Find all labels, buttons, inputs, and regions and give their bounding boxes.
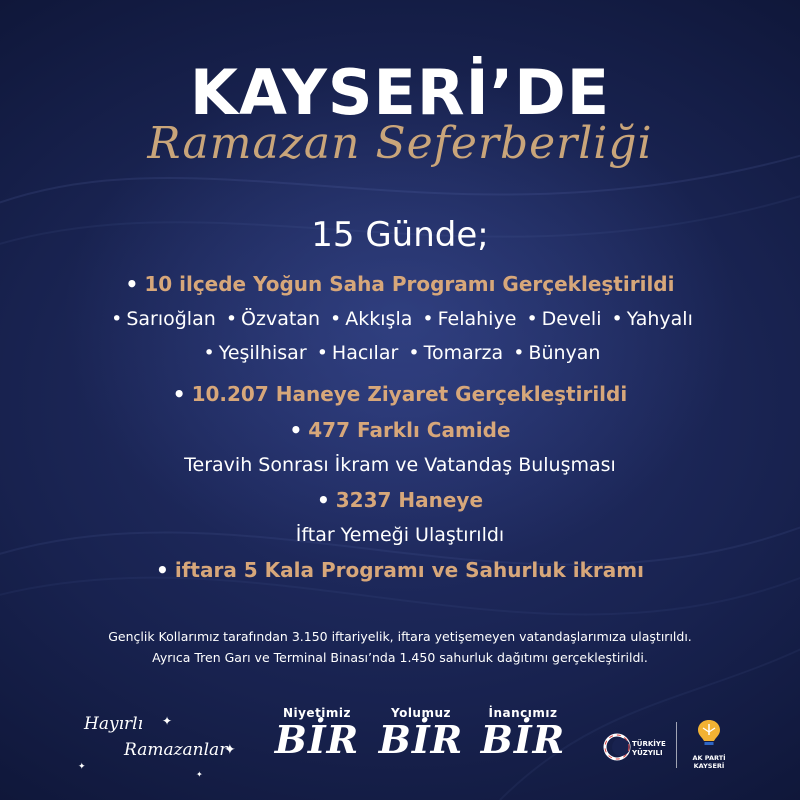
main-title: KAYSERİ’DE (189, 56, 611, 129)
bullet-icon: • (111, 308, 123, 330)
highlight-item-3-detail: Teravih Sonrası İkram ve Vatandaş Buluşması (184, 454, 616, 476)
greeting (78, 714, 236, 784)
highlight-text: 10.207 Haneye Ziyaret Gerçekleştirildi (191, 382, 628, 406)
slogan-word: BİR (274, 717, 360, 762)
highlight-item-4-detail: İftar Yemeği Ulaştırıldı (295, 524, 505, 546)
highlight-text: 477 Farklı Camide (308, 418, 511, 442)
district-name: Felahiye (437, 308, 517, 330)
district-name: Tomarza (423, 342, 504, 364)
bullet-icon: • (172, 382, 186, 406)
lightbulb-icon (696, 718, 722, 748)
slogan-inancimiz (468, 706, 578, 760)
slogan-caption: Yolumuz (390, 706, 452, 720)
sparkle-icon: ✦ (224, 742, 236, 758)
bullet-icon: • (289, 418, 303, 442)
crescent-icon (602, 732, 632, 762)
ak-parti-logo (684, 718, 734, 778)
header (0, 56, 800, 169)
script-subtitle: Ramazan Seferberliği (147, 118, 653, 169)
highlight-item-4 (20, 482, 780, 518)
bullet-icon: • (225, 308, 238, 330)
footnote-line-1: Gençlik Kollarımız tarafından 3.150 iftariyelik, iftara yetişemeyen vatandaşlarımıza ulaştırıldı. (108, 629, 692, 644)
greeting-line-2: Ramazanlar (124, 740, 228, 760)
bullet-icon: • (422, 308, 434, 330)
district-name: Develi (541, 308, 602, 330)
bullet-icon: • (408, 342, 420, 364)
slogan-caption: İnancımız (488, 706, 558, 720)
bullet-icon: • (513, 342, 525, 364)
sparkle-icon: ✦ (196, 770, 203, 779)
district-name: Bünyan (528, 342, 601, 364)
footnote (20, 626, 780, 668)
highlight-text: iftara 5 Kala Programı ve Sahurluk ikramı (174, 558, 644, 582)
content (20, 212, 780, 588)
district-name: Özvatan (241, 308, 320, 330)
district-name: Yahyalı (626, 308, 693, 330)
footer (0, 700, 800, 800)
logo-divider (676, 722, 677, 768)
bullet-icon: • (316, 488, 330, 512)
highlight-item-5 (20, 552, 780, 588)
footnote-line-2: Ayrıca Tren Garı ve Terminal Binası’nda 1.450 sahurluk dağıtımı gerçekleştirildi. (152, 650, 648, 665)
greeting-line-1: Hayırlı (84, 714, 144, 734)
district-name: Sarıoğlan (126, 308, 216, 330)
turkiye-yuzyili-text: TÜRKİYE YÜZYILI (632, 740, 666, 757)
slogan-word: BİR (378, 717, 464, 762)
district-name: Akkışla (345, 308, 413, 330)
highlight-item-3 (20, 412, 780, 448)
bullet-icon: • (125, 272, 139, 296)
district-name: Hacılar (331, 342, 399, 364)
subheading: 15 Günde; (311, 215, 489, 255)
highlight-item-1 (20, 266, 780, 302)
sparkle-icon: ✦ (78, 762, 86, 772)
highlight-text: 10 ilçede Yoğun Saha Programı Gerçekleştirildi (144, 272, 675, 296)
bullet-icon: • (330, 308, 342, 330)
bullet-icon: • (526, 308, 538, 330)
highlight-text: 3237 Haneye (335, 488, 484, 512)
slogan-caption: Niyetimiz (282, 706, 352, 720)
bullet-icon: • (611, 308, 623, 330)
district-list-row-2 (20, 336, 780, 370)
slogan-yolumuz (366, 706, 476, 760)
bullet-icon: • (203, 342, 215, 364)
sparkle-icon: ✦ (162, 714, 173, 728)
slogan-word: BİR (480, 717, 566, 762)
bullet-icon: • (156, 558, 169, 582)
logos (600, 718, 740, 778)
district-list-row-1 (20, 302, 780, 336)
turkiye-yuzyili-logo (600, 718, 670, 778)
ak-parti-text: AK PARTİ KAYSERİ (692, 754, 726, 770)
slogan-niyetimiz (262, 706, 372, 760)
highlight-item-2 (20, 376, 780, 412)
district-name: Yeşilhisar (218, 342, 307, 364)
bullet-icon: • (316, 342, 328, 364)
